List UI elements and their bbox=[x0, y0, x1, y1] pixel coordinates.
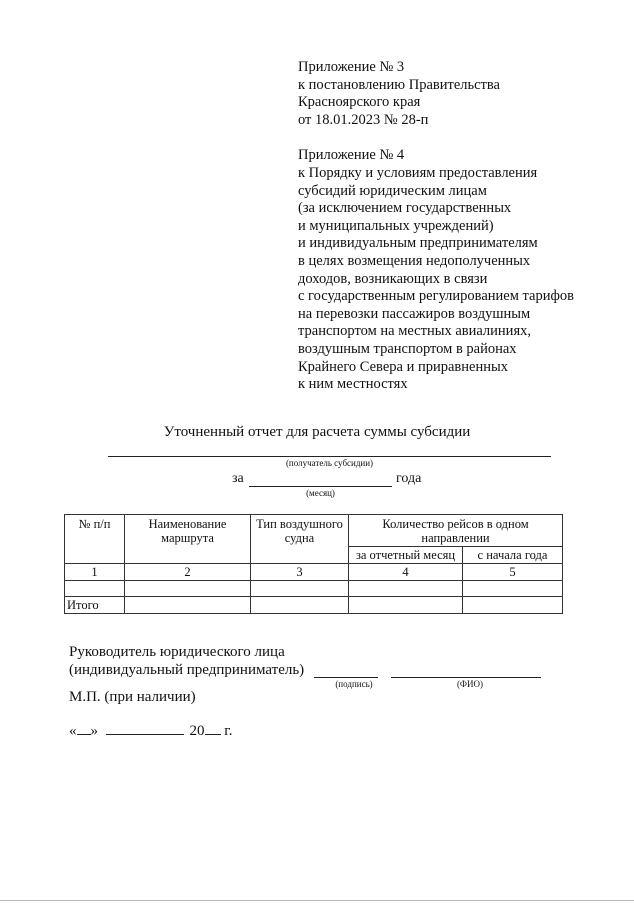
appendix4-line: к Порядку и условиям предоставления bbox=[298, 164, 538, 181]
day-field[interactable] bbox=[77, 722, 91, 735]
page-bottom-rule bbox=[0, 900, 634, 901]
table-cell[interactable] bbox=[251, 581, 349, 597]
col-number: 4 bbox=[349, 564, 463, 581]
appendix4-line: (за исключением государственных bbox=[298, 200, 512, 217]
appendix4-line: и индивидуальным предпринимателям bbox=[298, 235, 538, 252]
stamp-label: М.П. (при наличии) bbox=[69, 689, 196, 705]
total-cell[interactable] bbox=[125, 597, 251, 614]
appendix3-line: к постановлению Правительства bbox=[298, 76, 500, 93]
col-year-header: с начала года bbox=[463, 547, 563, 564]
open-quote: « bbox=[69, 723, 77, 739]
appendix4-line: с государственным регулированием тарифов bbox=[298, 288, 574, 305]
signature-line[interactable] bbox=[314, 677, 378, 678]
col-number: 1 bbox=[65, 564, 125, 581]
appendix3-line: Приложение № 3 bbox=[298, 59, 405, 75]
col-no-header: № п/п bbox=[65, 515, 125, 564]
report-title: Уточненный отчет для расчета суммы субсидии bbox=[163, 424, 471, 440]
appendix4-line: Крайнего Севера и приравненных bbox=[298, 358, 508, 375]
col-number: 3 bbox=[251, 564, 349, 581]
appendix4-line: субсидий юридическим лицам bbox=[298, 182, 487, 199]
entrepreneur-label: (индивидуальный предприниматель) bbox=[69, 662, 305, 678]
col-route-header: Наименование маршрута bbox=[125, 515, 251, 564]
month-caption: (месяц) bbox=[306, 488, 335, 498]
total-cell[interactable] bbox=[251, 597, 349, 614]
appendix4-line: и муниципальных учреждений) bbox=[298, 217, 494, 234]
col-month-header: за отчетный месяц bbox=[349, 547, 463, 564]
table-row bbox=[65, 581, 563, 597]
year-suffix: г. bbox=[224, 723, 233, 739]
total-cell[interactable] bbox=[349, 597, 463, 614]
table-cell[interactable] bbox=[125, 581, 251, 597]
col-number: 5 bbox=[463, 564, 563, 581]
year-prefix: 20 bbox=[189, 723, 205, 739]
appendix-header bbox=[298, 59, 574, 394]
period-prefix: за bbox=[232, 471, 244, 486]
close-quote: » bbox=[90, 723, 98, 739]
head-label: Руководитель юридического лица bbox=[69, 644, 285, 660]
total-label: Итого bbox=[65, 597, 125, 614]
report-table bbox=[64, 514, 563, 614]
appendix4-line: доходов, возникающих в связи bbox=[298, 270, 488, 287]
recipient-caption: (получатель субсидии) bbox=[285, 458, 374, 468]
total-row bbox=[65, 597, 563, 614]
fio-caption: (ФИО) bbox=[456, 679, 484, 689]
appendix4-line: к ним местностях bbox=[298, 376, 408, 393]
signature-caption: (подпись) bbox=[335, 679, 373, 689]
col-aircraft-header: Тип воздушного судна bbox=[251, 515, 349, 564]
year-field[interactable] bbox=[205, 722, 221, 735]
appendix4-line: воздушным транспортом в районах bbox=[298, 340, 517, 357]
table-cell[interactable] bbox=[65, 581, 125, 597]
appendix3-line: Красноярского края bbox=[298, 94, 421, 111]
table-cell[interactable] bbox=[463, 581, 563, 597]
date-line bbox=[69, 722, 232, 740]
appendix3-line: от 18.01.2023 № 28-п bbox=[298, 111, 429, 128]
month-line[interactable] bbox=[249, 486, 392, 487]
col-flights-header: Количество рейсов в одном направлении bbox=[349, 515, 563, 547]
period-suffix: года bbox=[396, 471, 422, 486]
appendix4-line: Приложение № 4 bbox=[298, 147, 405, 164]
appendix4-line: транспортом на местных авиалиниях, bbox=[298, 323, 531, 340]
recipient-line[interactable] bbox=[108, 456, 551, 457]
fio-line[interactable] bbox=[391, 677, 541, 678]
col-number: 2 bbox=[125, 564, 251, 581]
month-field[interactable] bbox=[106, 722, 184, 735]
table-cell[interactable] bbox=[349, 581, 463, 597]
appendix4-line: в целях возмещения недополученных bbox=[298, 252, 531, 269]
total-cell[interactable] bbox=[463, 597, 563, 614]
appendix4-line: на перевозки пассажиров воздушным bbox=[298, 305, 531, 322]
